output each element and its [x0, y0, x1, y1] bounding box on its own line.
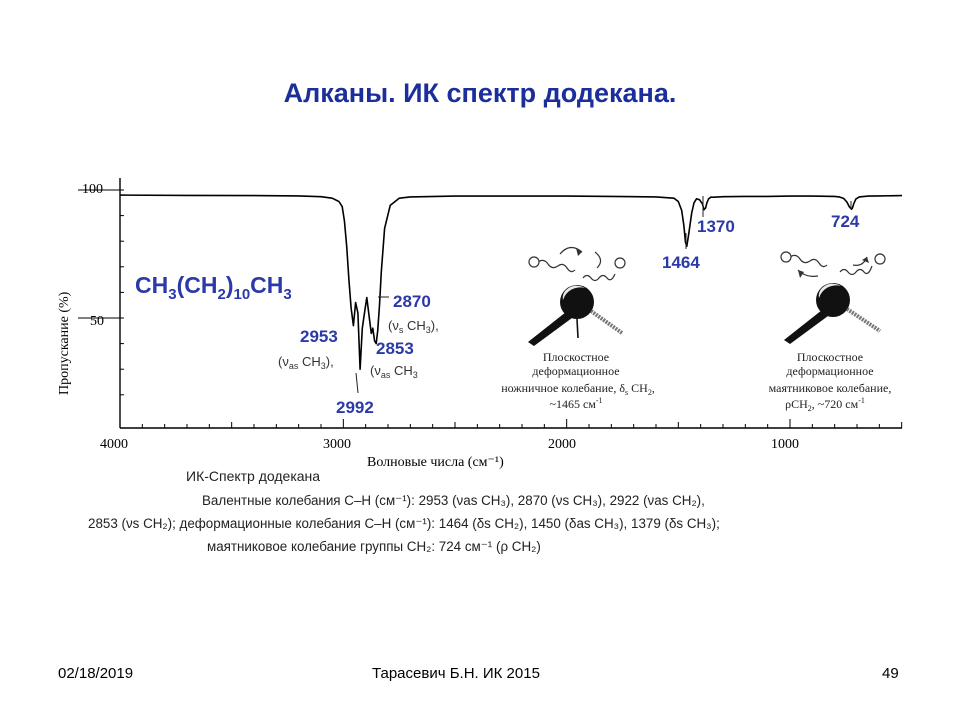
peak-assign-2870: ($\nu_s$ $CH_3$), [388, 318, 439, 335]
spectrum-line [120, 195, 902, 369]
footer-page-number: 49 [882, 665, 899, 682]
footer-author: Тарасевич Б.Н. ИК 2015 [372, 665, 540, 682]
scissor-line4: ~1465 $см^{-1}$ [549, 396, 603, 411]
y-tick-label-50: 50 [90, 314, 104, 329]
x-tick-label-4000: 4000 [100, 437, 128, 452]
scissor-line1: Плоскостное [542, 350, 610, 364]
peak-label-724: 724 [831, 212, 860, 231]
scissoring-mode-text [501, 350, 655, 411]
scissor-line2: деформационное [532, 364, 620, 378]
rocking-line4: ρCH$_2$, ~720 $см^{-1}$ [785, 396, 865, 413]
peak-label-2953: 2953 [300, 327, 338, 346]
dodecane-formula: $CH_3(CH_2)_{10}CH_3$ [135, 272, 292, 303]
peak-label-2992: 2992 [336, 398, 374, 417]
x-tick-label-1000: 1000 [771, 437, 799, 452]
peak-label-2870: 2870 [393, 292, 431, 311]
rocking-molecule-sketch [781, 252, 885, 344]
slide-title: Алканы. ИК спектр додекана. [283, 78, 677, 108]
y-tick-label-100: 100 [82, 182, 103, 197]
peak-label-1464: 1464 [662, 253, 700, 272]
footer-date: 02/18/2019 [58, 665, 134, 682]
peak-label-1370: 1370 [697, 217, 735, 236]
caption-line-1: Валентные колебания С–Н (см⁻¹): 2953 (νas CH₃), 2870 (νs CH₃), 2922 (νas CH₂), [202, 493, 705, 508]
caption-line-2: 2853 (νs CH₂); деформационные колебания С–Н (см⁻¹): 1464 (δs CH₂), 1450 (δas CH₃), 1379 (δs CH₃); [88, 516, 720, 531]
rocking-line1: Плоскостное [796, 350, 864, 364]
caption-line-3: маятниковое колебание группы CH₂: 724 см⁻¹ (ρ CH₂) [207, 539, 541, 554]
caption-title: ИК-Спектр додекана [186, 468, 321, 484]
peak-label-2853: 2853 [376, 339, 414, 358]
rocking-mode-text [769, 350, 892, 413]
scissoring-molecule-sketch [528, 247, 625, 346]
rocking-line3: маятниковое колебание, [768, 381, 892, 395]
scissor-line3: ножничное колебание, $\delta_s$ $CH_2$, [501, 381, 655, 397]
peak-assign-2853: ($\nu_{as}$ $CH_3$ [370, 363, 418, 380]
rocking-line2: деформационное [786, 364, 874, 378]
x-tick-label-3000: 3000 [323, 437, 351, 452]
x-tick-label-2000: 2000 [548, 437, 576, 452]
y-axis-label: Пропускание (%) [57, 291, 72, 395]
x-axis-label: Волновые числа (см⁻¹) [367, 455, 504, 470]
peak-assign-2953: ($\nu_{as}$ $CH_3$), [278, 354, 334, 371]
